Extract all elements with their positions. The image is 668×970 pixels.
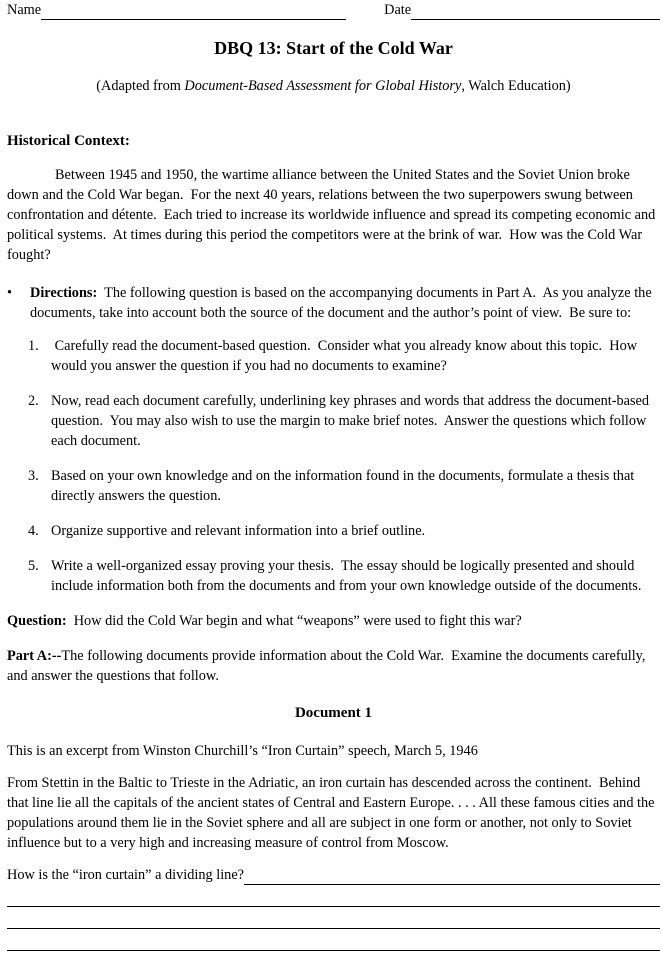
step-item [7,391,660,451]
bullet-icon: • [7,285,13,301]
historical-context-paragraph: Between 1945 and 1950, the wartime alliance between the United States and the Soviet Union broke down and the Cold War began. For the next 40 years, relations between the two superpowers swung between confrontation and détente. Each tried to increase its worldwide influence and spread its competing economic and political systems. At times during this period the competitors were at the brink of war. How was the Cold War fought? [7,167,659,263]
essay-question [7,611,660,631]
subtitle [7,76,660,96]
step-item [7,556,660,596]
answer-line [7,907,660,929]
answer-line [7,929,660,951]
document1-intro: This is an excerpt from Winston Churchill’s “Iron Curtain” speech, March 5, 1946 [7,743,478,759]
part-a-heading: Part A:-- [7,648,62,664]
step-text: Based on your own knowledge and on the information found in the documents, formulate a thesis that directly answers the question. [51,468,638,504]
directions-body [30,283,660,323]
name-blank-line [41,5,346,20]
step-number: 2. [28,393,39,409]
step-text: Write a well-organized essay proving your thesis. The essay should be logically presented and should include information both from the documents and from your own knowledge outside of the documents. [51,558,642,594]
subtitle-prefix: (Adapted from [96,78,185,94]
subtitle-suffix: , Walch Education) [461,78,571,94]
document1-question-text: How is the “iron curtain” a dividing line? [7,867,245,883]
step-number: 5. [28,558,39,574]
step-item [7,521,660,541]
answer-blank-inline [244,869,660,885]
document1-heading: Document 1 [294,705,373,721]
part-a-section [7,646,660,686]
step-number: 3. [28,468,39,484]
step-item [7,466,660,506]
date-label: Date [384,2,412,18]
date-blank-line [411,5,660,20]
directions-intro: The following question is based on the accompanying documents in Part A. As you analyze the documents, take into account both the source of the document and the author’s point of view. Be sure to: [30,285,656,321]
directions-heading: Directions: [30,285,98,301]
name-label: Name [7,2,42,18]
historical-context-heading: Historical Context: [7,133,130,149]
document1-question-row [7,865,660,885]
step-text: Carefully read the document-based question. Consider what you already know about this topic. How would you answer the question if you had no documents to examine? [51,338,641,374]
step-text: Now, read each document carefully, underlining key phrases and words that address the document-based question. You may also wish to use the margin to make brief notes. Answer the questions which follow each document. [51,393,653,449]
answer-line [7,885,660,907]
question-text: How did the Cold War begin and what “weapons” were used to fight this war? [66,613,522,629]
directions-steps [7,336,660,596]
part-a-text: The following documents provide information about the Cold War. Examine the documents carefully, and answer the questions that follow. [7,648,650,684]
page-title: DBQ 13: Start of the Cold War [214,38,453,58]
subtitle-book-title: Document-Based Assessment for Global History [184,78,462,94]
step-number: 4. [28,523,39,539]
directions-section [7,283,660,323]
step-number: 1. [28,338,39,354]
document1-excerpt: From Stettin in the Baltic to Trieste in the Adriatic, an iron curtain has descended across the continent. Behind that line lie all the capitals of the ancient states of Central and Eastern Europe. . . . All these famous cities and the populations around them lie in the Soviet sphere and all are subject in one form or another, not only to Soviet influence but to a very high and increasing measure of control from Moscow. [7,775,659,851]
name-date-row [7,4,660,20]
step-item [7,336,660,376]
question-heading: Question: [7,613,67,629]
step-text: Organize supportive and relevant information into a brief outline. [51,523,426,539]
